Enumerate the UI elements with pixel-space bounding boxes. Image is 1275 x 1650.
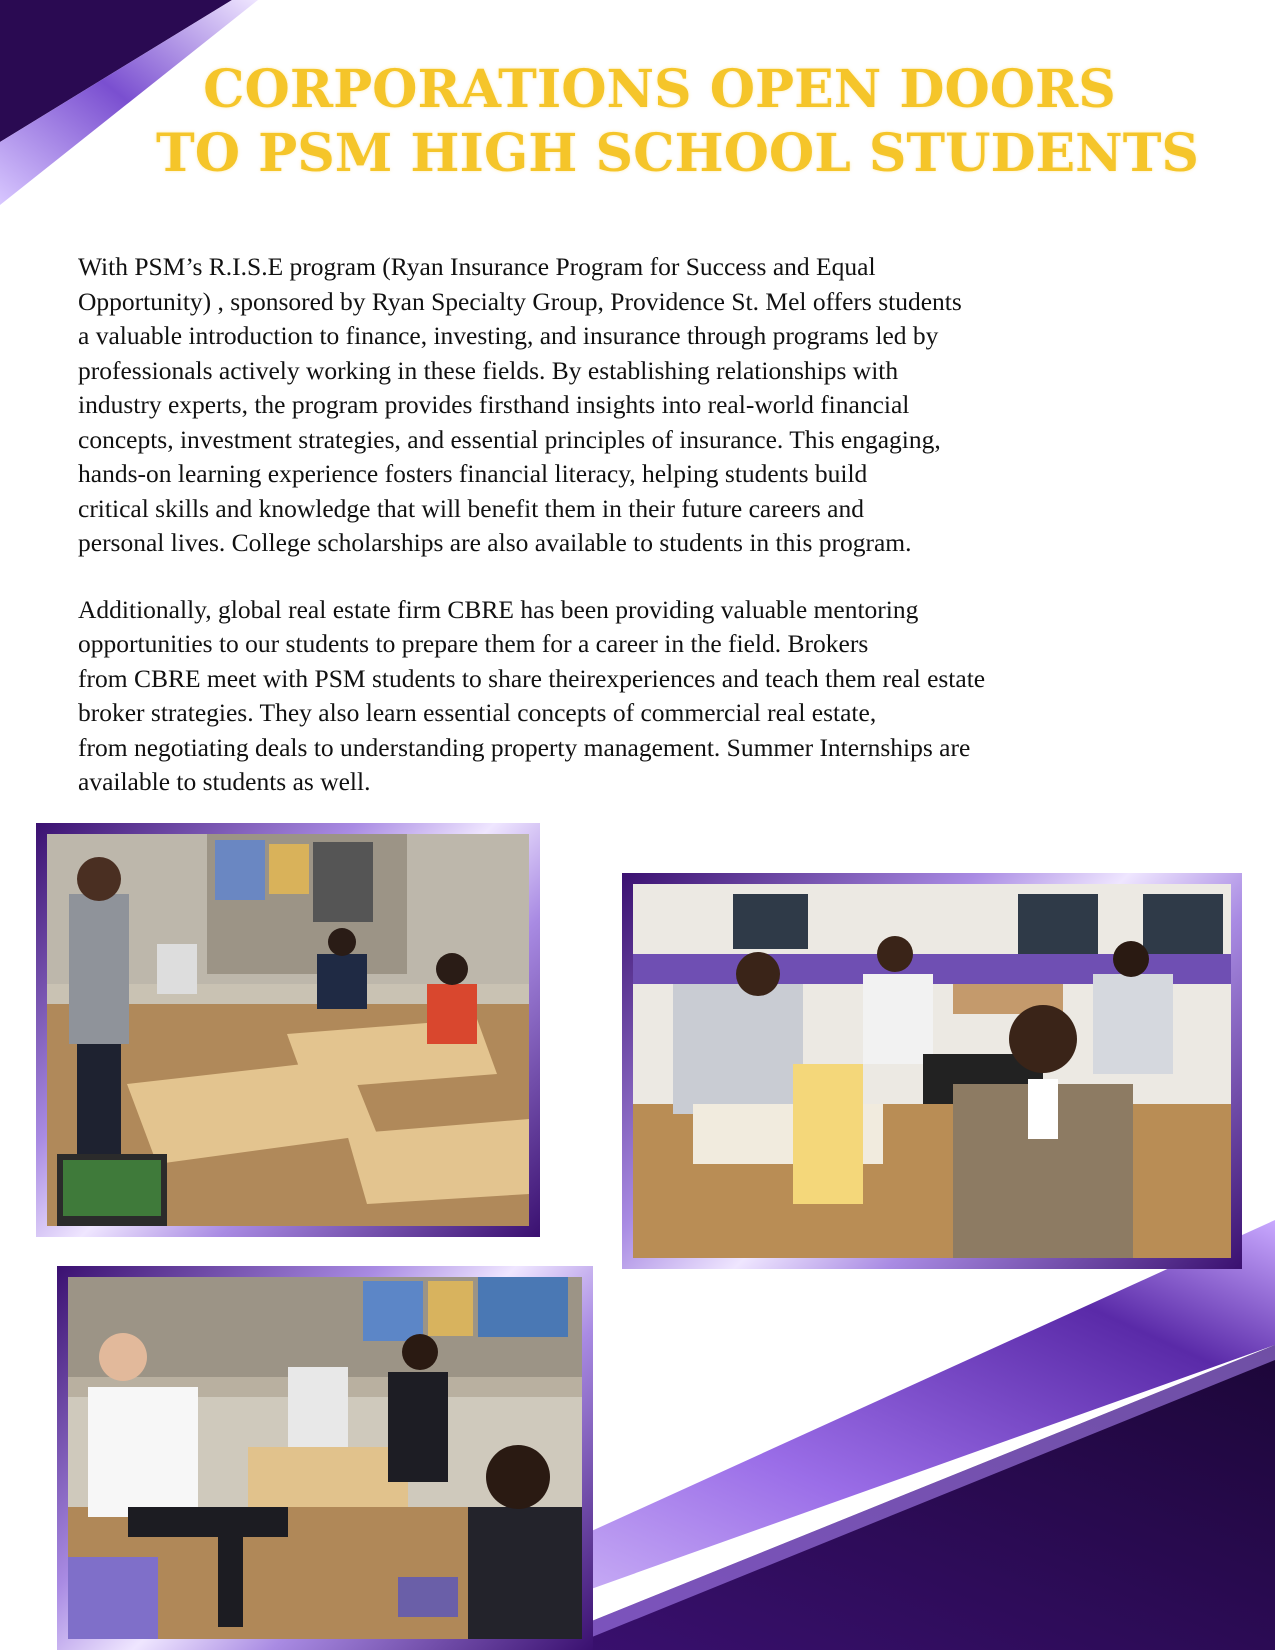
title-line-1: CORPORATIONS OPEN DOORS xyxy=(203,59,1116,120)
photo-students-listening xyxy=(622,873,1242,1269)
text-line: opportunities to our students to prepare them for a career in the field. Brokers xyxy=(78,629,869,658)
text-line: from negotiating deals to understanding property management. Summer Internships are xyxy=(78,732,971,762)
mentor-photo-illustration xyxy=(68,1277,582,1639)
text-line: industry experts, the program provides firsthand insights into real-world financial xyxy=(78,390,910,419)
paragraph-rise-program xyxy=(78,250,1208,561)
text-line: from CBRE meet with PSM students to share theirexperiences and teach them real estate xyxy=(78,663,986,693)
text-line: broker strategies. They also learn essential concepts of commercial real estate, xyxy=(78,698,877,727)
title-line-2: TO PSM HIGH SCHOOL STUDENTS xyxy=(156,123,1199,184)
text-line: professionals actively working in these fields. By establishing relationships with xyxy=(78,355,899,385)
text-line: With PSM’s R.I.S.E program (Ryan Insurance Program for Success and Equal xyxy=(78,252,876,281)
paragraph-cbre-mentoring xyxy=(78,593,1208,800)
text-line: critical skills and knowledge that will benefit them in their future careers and xyxy=(78,493,864,523)
text-line: a valuable introduction to finance, investing, and insurance through programs led by xyxy=(78,321,939,350)
text-line: hands-on learning experience fosters financial literacy, helping students build xyxy=(78,459,868,488)
text-line: Additionally, global real estate firm CBRE has been providing valuable mentoring xyxy=(78,594,919,624)
article-body xyxy=(78,250,1208,800)
classroom-photo-illustration xyxy=(47,834,529,1226)
page-title xyxy=(0,58,1275,186)
students-photo-illustration xyxy=(633,884,1231,1258)
text-line: available to students as well. xyxy=(78,767,371,796)
photo-classroom-presenter xyxy=(36,823,540,1237)
text-line: Opportunity) , sponsored by Ryan Specialty Group, Providence St. Mel offers students xyxy=(78,286,962,316)
photo-mentor-session xyxy=(57,1266,593,1650)
text-line: concepts, investment strategies, and essential principles of insurance. This engaging, xyxy=(78,424,941,454)
text-line: personal lives. College scholarships are also available to students in this program. xyxy=(78,528,912,557)
